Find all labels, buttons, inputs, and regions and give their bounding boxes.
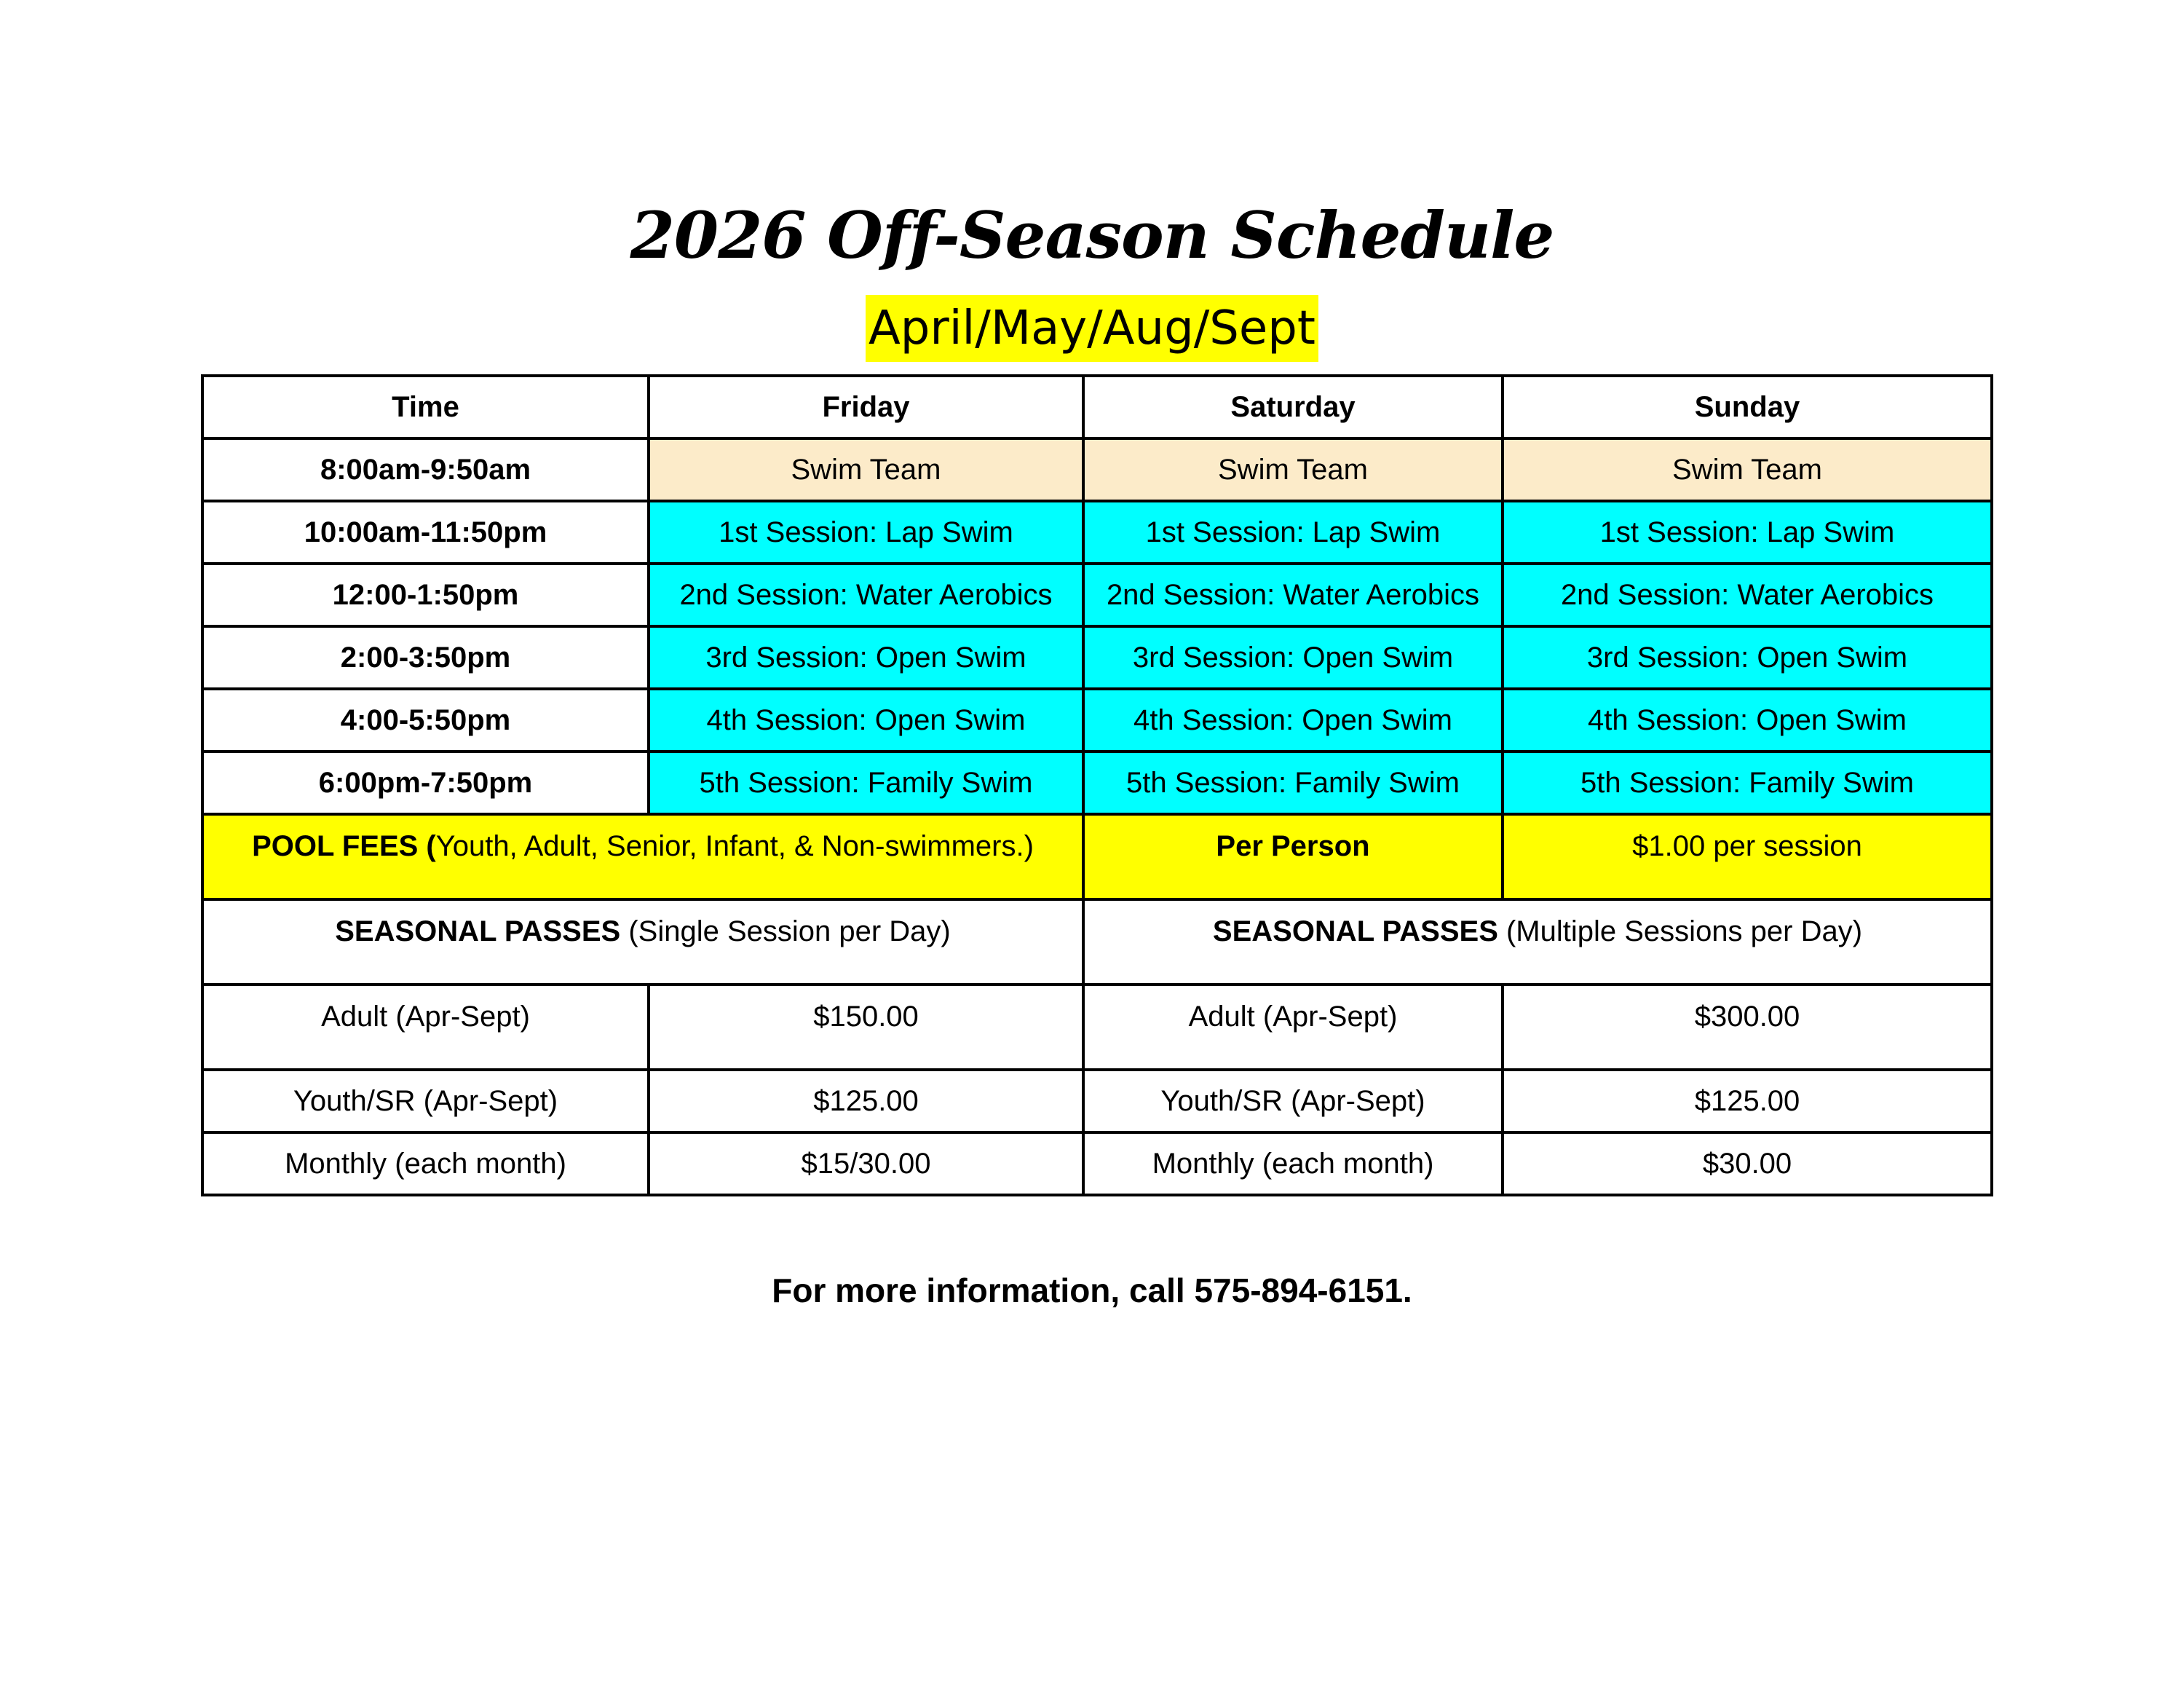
sunday-cell: 1st Session: Lap Swim bbox=[1503, 501, 1992, 564]
saturday-cell: 3rd Session: Open Swim bbox=[1083, 626, 1503, 689]
pool-fees-desc: Youth, Adult, Senior, Infant, & Non-swimmers.) bbox=[435, 830, 1034, 862]
seasonal-multiple-desc: (Multiple Sessions per Day) bbox=[1497, 915, 1863, 947]
multi-pass-price: $125.00 bbox=[1503, 1070, 1992, 1132]
sunday-cell: 3rd Session: Open Swim bbox=[1503, 626, 1992, 689]
seasonal-single-title: SEASONAL PASSES bbox=[335, 915, 621, 947]
time-cell: 6:00pm-7:50pm bbox=[202, 752, 649, 814]
table-row bbox=[202, 501, 1992, 564]
per-person-cell: Per Person bbox=[1083, 814, 1503, 899]
seasonal-single-header bbox=[202, 899, 1083, 985]
saturday-cell: Swim Team bbox=[1083, 438, 1503, 501]
single-pass-price: $125.00 bbox=[649, 1070, 1083, 1132]
table-row bbox=[202, 1132, 1992, 1195]
single-pass-label: Youth/SR (Apr-Sept) bbox=[202, 1070, 649, 1132]
time-cell: 4:00-5:50pm bbox=[202, 689, 649, 752]
single-pass-price: $15/30.00 bbox=[649, 1132, 1083, 1195]
time-cell: 10:00am-11:50pm bbox=[202, 501, 649, 564]
seasonal-single-desc: (Single Session per Day) bbox=[620, 915, 951, 947]
header-sunday: Sunday bbox=[1503, 376, 1992, 438]
pool-fees-label bbox=[202, 814, 1083, 899]
header-row bbox=[202, 376, 1992, 438]
header-time: Time bbox=[202, 376, 649, 438]
saturday-cell: 1st Session: Lap Swim bbox=[1083, 501, 1503, 564]
schedule-table bbox=[201, 374, 1993, 1196]
single-pass-label: Monthly (each month) bbox=[202, 1132, 649, 1195]
table-row bbox=[202, 626, 1992, 689]
single-pass-price: $150.00 bbox=[649, 985, 1083, 1070]
single-pass-label: Adult (Apr-Sept) bbox=[202, 985, 649, 1070]
sunday-cell: Swim Team bbox=[1503, 438, 1992, 501]
pool-fee-price: $1.00 per session bbox=[1503, 814, 1992, 899]
seasonal-multiple-header bbox=[1083, 899, 1992, 985]
table-row bbox=[202, 985, 1992, 1070]
subtitle-wrap bbox=[0, 295, 2184, 362]
seasonal-passes-header-row bbox=[202, 899, 1992, 985]
multi-pass-label: Adult (Apr-Sept) bbox=[1083, 985, 1503, 1070]
table-row bbox=[202, 689, 1992, 752]
pool-fees-row bbox=[202, 814, 1992, 899]
friday-cell: 1st Session: Lap Swim bbox=[649, 501, 1083, 564]
table-row bbox=[202, 438, 1992, 501]
friday-cell: 2nd Session: Water Aerobics bbox=[649, 564, 1083, 626]
multi-pass-price: $30.00 bbox=[1503, 1132, 1992, 1195]
table-row bbox=[202, 564, 1992, 626]
friday-cell: 3rd Session: Open Swim bbox=[649, 626, 1083, 689]
saturday-cell: 4th Session: Open Swim bbox=[1083, 689, 1503, 752]
table-row bbox=[202, 1070, 1992, 1132]
saturday-cell: 2nd Session: Water Aerobics bbox=[1083, 564, 1503, 626]
contact-footer: For more information, call 575-894-6151. bbox=[772, 1271, 1412, 1309]
sunday-cell: 5th Session: Family Swim bbox=[1503, 752, 1992, 814]
header-saturday: Saturday bbox=[1083, 376, 1503, 438]
table-row bbox=[202, 752, 1992, 814]
saturday-cell: 5th Session: Family Swim bbox=[1083, 752, 1503, 814]
pool-fees-title: POOL FEES ( bbox=[252, 830, 436, 862]
page-title: 2026 Off-Season Schedule bbox=[630, 197, 1554, 273]
sunday-cell: 2nd Session: Water Aerobics bbox=[1503, 564, 1992, 626]
multi-pass-label: Youth/SR (Apr-Sept) bbox=[1083, 1070, 1503, 1132]
sunday-cell: 4th Session: Open Swim bbox=[1503, 689, 1992, 752]
multi-pass-price: $300.00 bbox=[1503, 985, 1992, 1070]
time-cell: 2:00-3:50pm bbox=[202, 626, 649, 689]
time-cell: 12:00-1:50pm bbox=[202, 564, 649, 626]
friday-cell: 4th Session: Open Swim bbox=[649, 689, 1083, 752]
multi-pass-label: Monthly (each month) bbox=[1083, 1132, 1503, 1195]
friday-cell: 5th Session: Family Swim bbox=[649, 752, 1083, 814]
time-cell: 8:00am-9:50am bbox=[202, 438, 649, 501]
friday-cell: Swim Team bbox=[649, 438, 1083, 501]
seasonal-multiple-title: SEASONAL PASSES bbox=[1212, 915, 1498, 947]
header-friday: Friday bbox=[649, 376, 1083, 438]
months-subtitle: April/May/Aug/Sept bbox=[866, 295, 1318, 362]
